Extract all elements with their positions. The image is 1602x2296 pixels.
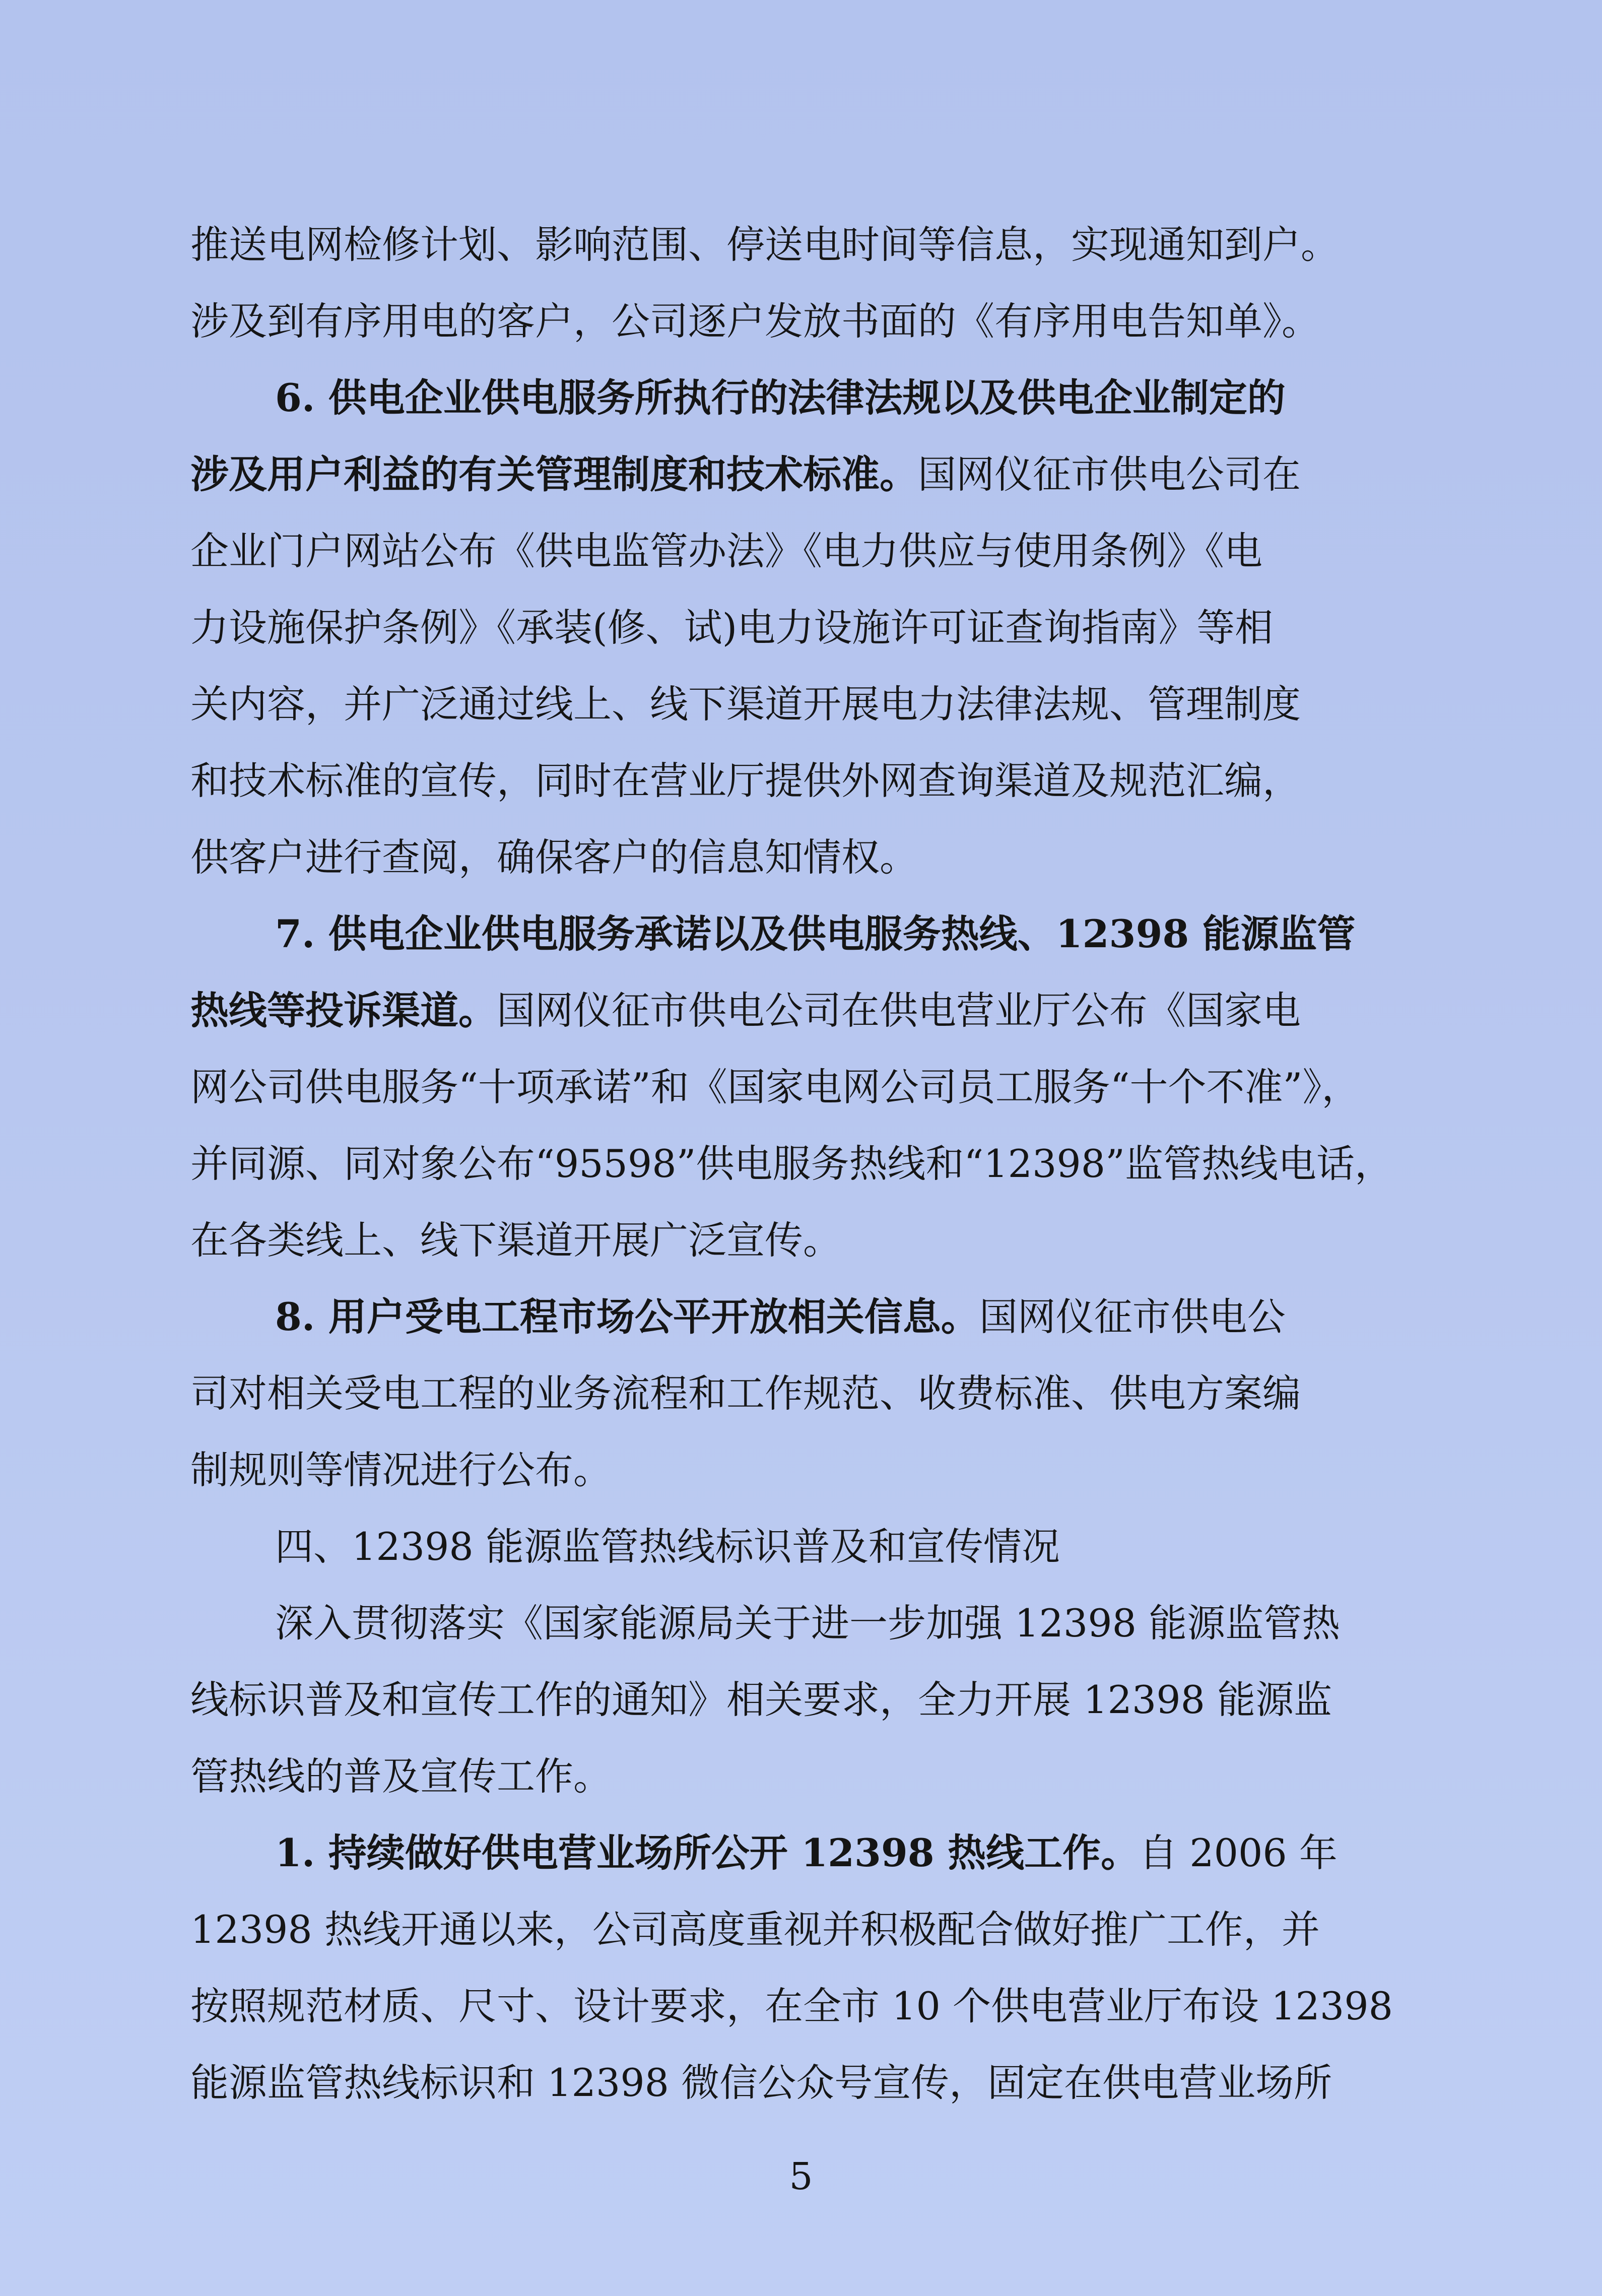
line-text: 涉及到有序用电的客户，公司逐户发放书面的《有序用电告知单》。 <box>190 299 1320 344</box>
line-text: 线标识普及和宣传工作的通知》相关要求，全力开展 12398 能源监 <box>190 1677 1332 1722</box>
line-text: 网公司供电服务“十项承诺”和《国家电网公司员工服务“十个不准”》， <box>190 1065 1360 1109</box>
line-text: 管热线的普及宣传工作。 <box>190 1754 612 1799</box>
line-text: 能源监管热线标识和 12398 微信公众号宣传，固定在供电营业场所 <box>190 2060 1332 2105</box>
text-line <box>190 1355 1430 1432</box>
text-line <box>190 1738 1430 1815</box>
text-line <box>190 1049 1430 1126</box>
line-text: 按照规范材质、尺寸、设计要求，在全市 10 个供电营业厅布设 12398 <box>190 1984 1393 2028</box>
item-heading: 8. 用户受电工程市场公平开放相关信息。 <box>275 1294 979 1339</box>
item-heading: 6. 供电企业供电服务所执行的法律法规以及供电企业制定的 <box>275 375 1286 420</box>
heading-line <box>190 972 1430 1049</box>
line-text: 深入贯彻落实《国家能源局关于进一步加强 12398 能源监管热 <box>275 1601 1341 1646</box>
line-text: 12398 热线开通以来，公司高度重视并积极配合做好推广工作，并 <box>190 1907 1320 1952</box>
text-line <box>190 1585 1430 1662</box>
line-text: 推送电网检修计划、影响范围、停送电时间等信息，实现通知到户。 <box>190 222 1339 267</box>
line-text: 和技术标准的宣传，同时在营业厅提供外网查询渠道及规范汇编， <box>190 758 1301 803</box>
text-line <box>190 1968 1430 2045</box>
heading-line <box>190 1815 1430 1891</box>
heading-line <box>190 896 1430 972</box>
text-line <box>190 283 1430 360</box>
text-line <box>190 513 1430 589</box>
line-text: 并同源、同对象公布“95598”供电服务热线和“12398”监管热线电话， <box>190 1141 1393 1186</box>
heading-line <box>190 360 1430 436</box>
line-text: 四、12398 能源监管热线标识普及和宣传情况 <box>275 1524 1060 1569</box>
page-number: 5 <box>789 2155 813 2198</box>
item-heading: 热线等投诉渠道。 <box>190 988 497 1033</box>
text-line <box>190 1202 1430 1279</box>
line-text: 国网仪征市供电公 <box>979 1294 1286 1339</box>
text-line <box>190 743 1430 819</box>
text-line <box>190 1662 1430 1738</box>
line-text: 司对相关受电工程的业务流程和工作规范、收费标准、供电方案编 <box>190 1371 1301 1416</box>
line-text: 关内容，并广泛通过线上、线下渠道开展电力法律法规、管理制度 <box>190 682 1301 727</box>
line-text: 国网仪征市供电公司在供电营业厅公布《国家电 <box>497 988 1301 1033</box>
line-text: 在各类线上、线下渠道开展广泛宣传。 <box>190 1218 841 1263</box>
body-text <box>190 207 1430 2121</box>
text-line <box>190 2045 1430 2121</box>
line-text: 力设施保护条例》《承装(修、试)电力设施许可证查询指南》等相 <box>190 605 1274 650</box>
text-line <box>190 1432 1430 1508</box>
line-text: 企业门户网站公布《供电监管办法》《电力供应与使用条例》《电 <box>190 529 1262 573</box>
text-line <box>190 1126 1430 1202</box>
text-line <box>190 819 1430 896</box>
line-text: 国网仪征市供电公司在 <box>918 452 1301 497</box>
text-line <box>190 666 1430 743</box>
line-text: 供客户进行查阅，确保客户的信息知情权。 <box>190 835 918 880</box>
text-line <box>190 1891 1430 1968</box>
line-text: 自 2006 年 <box>1139 1830 1338 1875</box>
item-heading: 7. 供电企业供电服务承诺以及供电服务热线、12398 能源监管 <box>275 911 1356 956</box>
text-line <box>190 589 1430 666</box>
item-heading: 1. 持续做好供电营业场所公开 12398 热线工作。 <box>275 1830 1140 1875</box>
heading-line <box>190 1279 1430 1355</box>
heading-line <box>190 436 1430 513</box>
line-text: 制规则等情况进行公布。 <box>190 1448 612 1492</box>
text-line <box>190 207 1430 283</box>
item-heading: 涉及用户利益的有关管理制度和技术标准。 <box>190 452 918 497</box>
section-heading <box>190 1508 1430 1585</box>
